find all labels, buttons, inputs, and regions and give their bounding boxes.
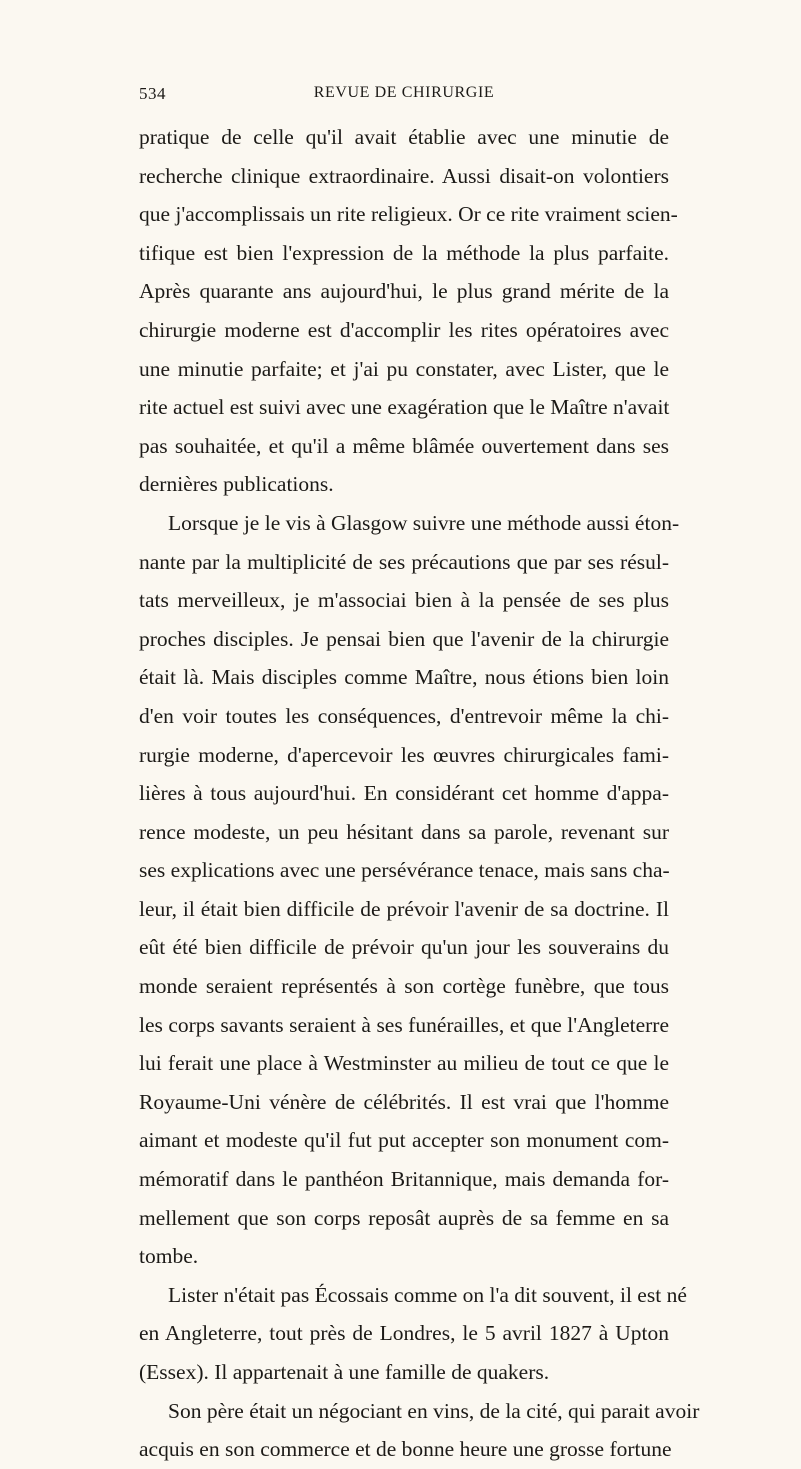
- text-line: ses explications avec une persévérance tenace, mais sans cha-: [139, 858, 670, 883]
- running-title: REVUE DE CHIRURGIE: [313, 84, 495, 101]
- text-line: tats merveilleux, je m'associai bien à la pensée de ses plus: [139, 588, 669, 613]
- text-line: leur, il était bien difficile de prévoir l'avenir de sa doctrine. Il: [139, 896, 669, 921]
- text-line: tifique est bien l'expression de la méthode la plus parfaite.: [139, 240, 669, 265]
- text-line: Lister n'était pas Écossais comme on l'a dit souvent, il est né: [168, 1282, 687, 1307]
- text-line: Lorsque je le vis à Glasgow suivre une méthode aussi éton-: [168, 510, 680, 535]
- text-line: rence modeste, un peu hésitant dans sa parole, revenant sur: [139, 819, 669, 844]
- text-line: lui ferait une place à Westminster au milieu de tout ce que le: [139, 1051, 669, 1076]
- text-line: rurgie moderne, d'apercevoir les œuvres chirurgicales fami-: [139, 742, 669, 767]
- text-line: recherche clinique extraordinaire. Aussi disait-on volontiers: [139, 163, 669, 188]
- text-line: aimant et modeste qu'il fut put accepter son monument com-: [139, 1128, 669, 1153]
- text-line: monde seraient représentés à son cortège funèbre, que tous: [139, 974, 669, 999]
- text-line: que j'accomplissais un rite religieux. Or ce rite vraiment scien-: [139, 202, 678, 227]
- text-line: acquis en son commerce et de bonne heure une grosse fortune: [139, 1437, 672, 1462]
- text-line: eût été bien difficile de prévoir qu'un jour les souverains du: [139, 935, 669, 960]
- text-line: pas souhaitée, et qu'il a même blâmée ouvertement dans ses: [139, 433, 669, 458]
- text-line: dernières publications.: [139, 472, 334, 497]
- text-line: en Angleterre, tout près de Londres, le 5 avril 1827 à Upton: [139, 1321, 669, 1346]
- text-line: tombe.: [139, 1244, 199, 1269]
- text-line: mellement que son corps reposât auprès de sa femme en sa: [139, 1205, 669, 1230]
- text-line: mémoratif dans le panthéon Britannique, mais demanda for-: [139, 1167, 669, 1192]
- text-line: les corps savants seraient à ses funérailles, et que l'Angleterre: [139, 1012, 669, 1037]
- text-line: d'en voir toutes les conséquences, d'entrevoir même la chi-: [139, 703, 669, 728]
- text-line: lières à tous aujourd'hui. En considérant cet homme d'appa-: [139, 781, 669, 806]
- text-line: Son père était un négociant en vins, de la cité, qui parait avoir: [168, 1398, 700, 1423]
- text-line: Royaume-Uni vénère de célébrités. Il est vrai que l'homme: [139, 1089, 669, 1114]
- text-line: était là. Mais disciples comme Maître, nous étions bien loin: [139, 665, 669, 690]
- text-line: proches disciples. Je pensai bien que l'avenir de la chirurgie: [139, 626, 669, 651]
- page-header: [139, 84, 669, 108]
- text-line: nante par la multiplicité de ses précautions que par ses résul-: [139, 549, 669, 574]
- text-line: rite actuel est suivi avec une exagération que le Maître n'avait: [139, 395, 670, 420]
- text-line: (Essex). Il appartenait à une famille de quakers.: [139, 1360, 550, 1384]
- text-line: pratique de celle qu'il avait établie avec une minutie de: [139, 125, 669, 149]
- text-line: une minutie parfaite; et j'ai pu constater, avec Lister, que le: [139, 356, 669, 381]
- text-line: Après quarante ans aujourd'hui, le plus grand mérite de la: [139, 279, 669, 304]
- text-line: chirurgie moderne est d'accomplir les rites opératoires avec: [139, 317, 669, 342]
- page-number: 534: [139, 84, 166, 103]
- body-text: [139, 118, 700, 1469]
